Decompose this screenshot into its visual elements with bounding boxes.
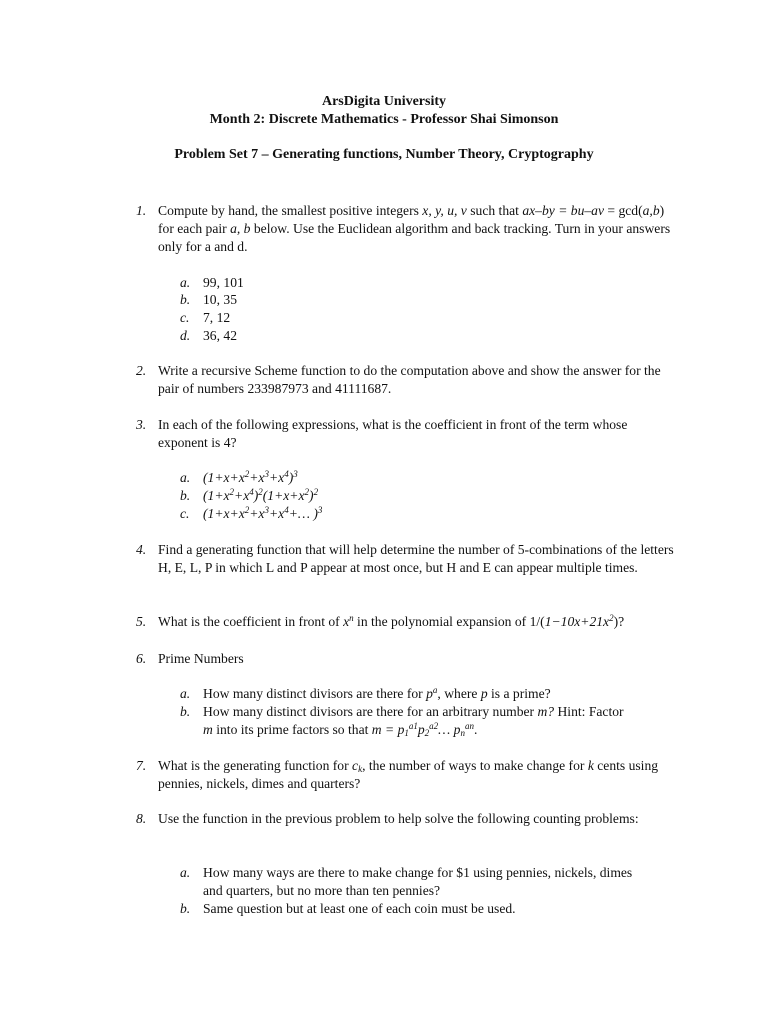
problem-1: [136, 202, 676, 256]
problem-3-part-b: b. $(1+x^2+x^4)^2(1+x+x^2)^2$: [180, 487, 319, 503]
problem-8-part-b: b. Same question but at least one of each coin must be used.: [180, 901, 516, 916]
problem-2: 2. Write a recursive Scheme function to do the computation above and show the answer for the pair of numbers 233987973 and 41111687.: [136, 363, 661, 396]
problem-4: 4. Find a generating function that will help determine the number of 5-combinations of the letters H, E, L, P in which L and P appear at most once, but H and E can appear multiple times.: [136, 542, 674, 575]
problem-3-part-c: c. ($1+x+x^2+x^3+x^4+\dots$ )$^3$: [180, 505, 323, 521]
problem-1-part-d: d. 36, 42: [180, 328, 237, 343]
course-title: Month 2: Discrete Mathematics - Professor Shai Simonson: [209, 112, 559, 127]
problem-5: 5. What is the coefficient in front of $x^n$ in the polynomial expansion of $1/(1-10x+21x^2)$?: [136, 613, 625, 629]
problem-text: Compute by hand, the smallest positive integers x, y, u, v such that ax–by = bu–av = gcd(a,b) for each pair a, b below. Use the Euclidean algorithm and back tracking. Turn in your answers only for a and d.: [158, 203, 671, 254]
university-title: ArsDigita University: [321, 94, 447, 109]
problem-set-title: Problem Set 7 – Generating functions, Number Theory, Cryptography: [174, 147, 594, 162]
problem-number: 1.: [136, 203, 147, 218]
problem-8: 8. Use the function in the previous problem to help solve the following counting problems:: [136, 811, 639, 826]
problem-1-part-a: a. 99, 101: [180, 275, 244, 290]
problem-6-part-a: a. How many distinct divisors are there for $p^a$, where p is a prime?: [180, 685, 551, 701]
problem-3: 3. In each of the following expressions, what is the coefficient in front of the term whose exponent is 4?: [136, 417, 628, 450]
problem-8-part-a: a. How many ways are there to make change for $1 using pennies, nickels, dimes and quarters, but no more than ten pennies?: [180, 865, 633, 898]
problem-1-part-c: c. 7, 12: [180, 310, 231, 325]
problem-7: 7. What is the generating function for $c_k$, the number of ways to make change for k cents using pennies, nickels, dimes and quarters?: [136, 758, 659, 791]
problem-1-part-b: b. 10, 35: [180, 292, 237, 307]
problem-6: 6. Prime Numbers: [136, 651, 244, 666]
problem-6-part-b: b. How many distinct divisors are there for an arbitrary number m? Hint: Factor m into its prime factors so that $m = p_1^{a1}p_2^{a2}\dots$ $p_n^{an}$.: [180, 704, 624, 738]
problem-3-part-a: a. $(1+x+x^2+x^3+x^4)^3$: [180, 469, 298, 485]
